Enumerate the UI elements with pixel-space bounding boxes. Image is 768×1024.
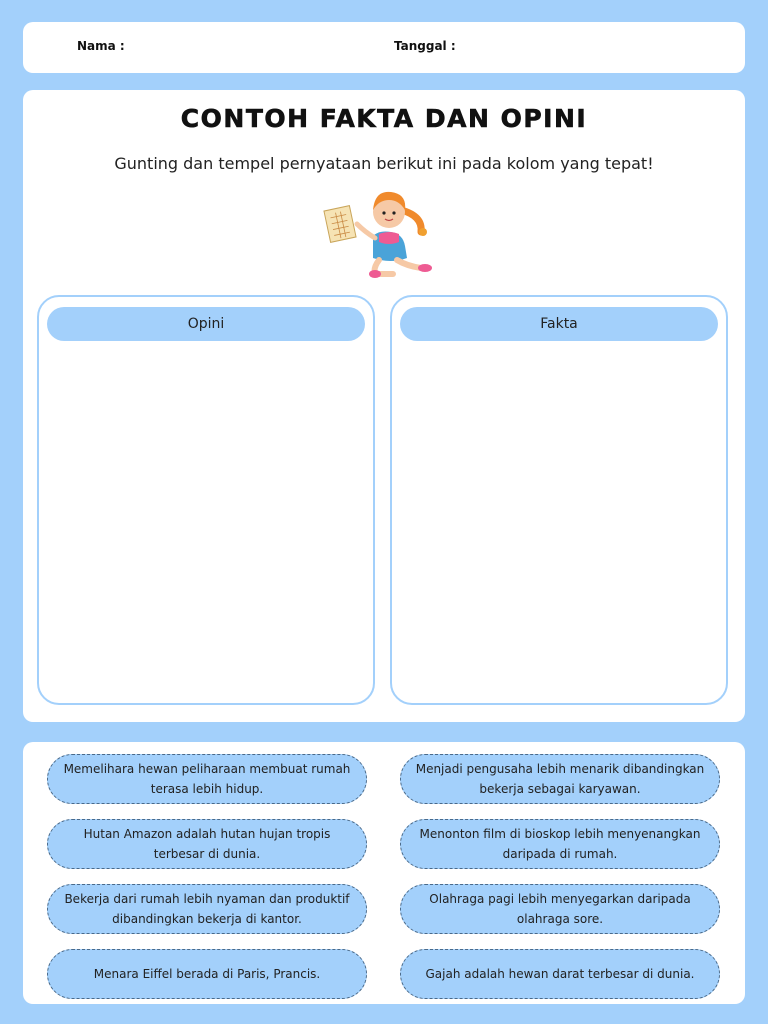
- fakta-column: [390, 295, 728, 705]
- girl-holding-paper-illustration: [323, 186, 435, 282]
- statement-card[interactable]: [400, 949, 720, 999]
- statement-card[interactable]: [400, 884, 720, 934]
- statement-text: Memelihara hewan peliharaan membuat rumah terasa lebih hidup.: [63, 762, 351, 796]
- statement-card[interactable]: [47, 949, 367, 999]
- fakta-column-header: Fakta: [400, 307, 718, 341]
- statement-card[interactable]: [400, 754, 720, 804]
- statements-card: [23, 742, 745, 1004]
- name-label: Nama :: [77, 39, 125, 53]
- worksheet-instruction: Gunting dan tempel pernyataan berikut ini pada kolom yang tepat!: [114, 154, 654, 173]
- date-label: Tanggal :: [394, 39, 456, 53]
- statement-card[interactable]: [47, 884, 367, 934]
- statement-text: Menonton film di bioskop lebih menyenangkan daripada di rumah.: [419, 827, 701, 861]
- opini-column: [37, 295, 375, 705]
- statement-text: Olahraga pagi lebih menyegarkan daripada olahraga sore.: [429, 892, 691, 926]
- statement-text: Bekerja dari rumah lebih nyaman dan produktif dibandingkan bekerja di kantor.: [64, 892, 350, 926]
- statement-text: Hutan Amazon adalah hutan hujan tropis terbesar di dunia.: [83, 827, 331, 861]
- worksheet-title: CONTOH FAKTA DAN OPINI: [180, 104, 588, 133]
- statement-card[interactable]: [47, 754, 367, 804]
- statement-text: Gajah adalah hewan darat terbesar di dunia.: [425, 967, 695, 981]
- statement-card[interactable]: [400, 819, 720, 869]
- statement-text: Menjadi pengusaha lebih menarik dibandingkan bekerja sebagai karyawan.: [415, 762, 705, 796]
- header-card: [23, 22, 745, 73]
- statement-card[interactable]: [47, 819, 367, 869]
- worksheet-card: [23, 90, 745, 722]
- statement-text: Menara Eiffel berada di Paris, Prancis.: [93, 967, 321, 981]
- opini-column-header: Opini: [47, 307, 365, 341]
